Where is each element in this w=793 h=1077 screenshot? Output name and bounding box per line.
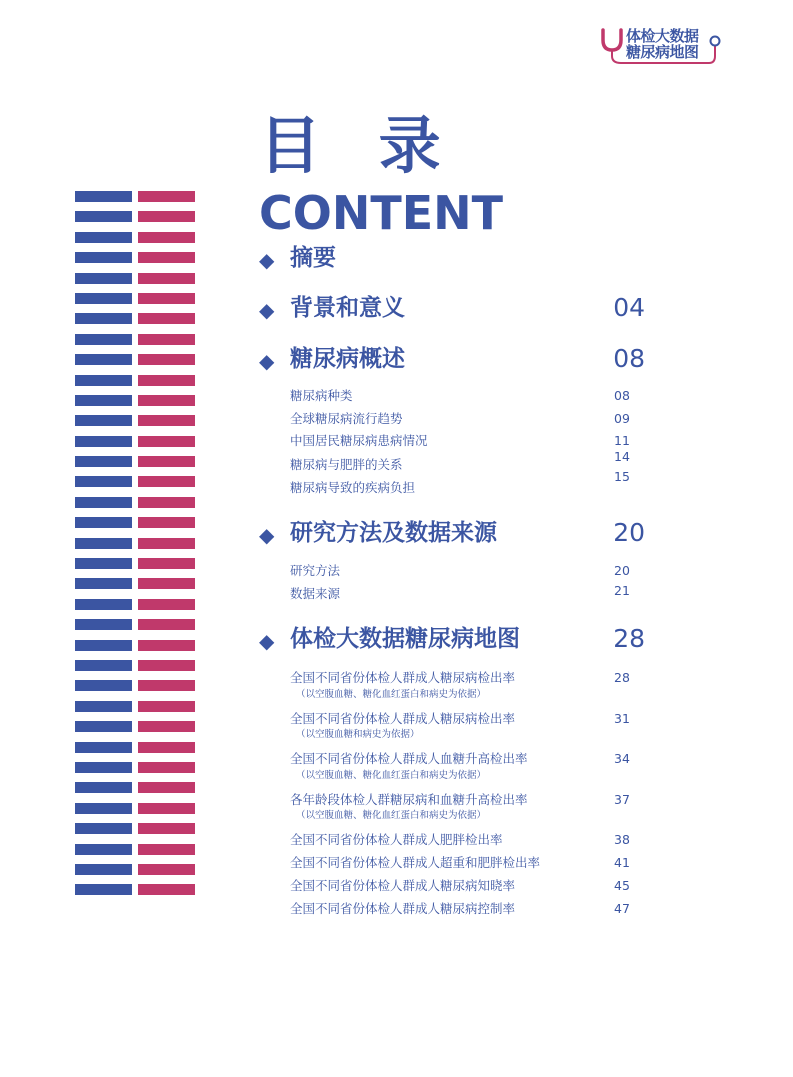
stripe-pink: [138, 721, 195, 732]
page-title-english: CONTENT: [259, 186, 504, 240]
stripe-pink: [138, 844, 195, 855]
toc-item-title: 糖尿病与肥胖的关系: [290, 457, 403, 472]
toc-item[interactable]: [290, 792, 630, 810]
stripe-blue: [75, 293, 132, 304]
toc-item-title: 全国不同省份体检人群成人糖尿病知晓率: [290, 878, 516, 893]
toc-item-title: 研究方法: [290, 563, 341, 578]
toc-item-title: 中国居民糖尿病患病情况: [290, 433, 428, 448]
toc-section-title: 摘要: [290, 245, 336, 271]
toc-item-page: 09: [614, 411, 630, 426]
logo-line-2: 糖尿病地图: [626, 43, 699, 61]
stripe-blue: [75, 456, 132, 467]
stripe-blue: [75, 680, 132, 691]
diamond-bullet-icon: ◆: [259, 298, 275, 322]
toc-item-note: （以空腹血糖、糖化血红蛋白和病史为依据）: [296, 810, 487, 821]
toc-section-page: 08: [613, 344, 645, 373]
toc-section-title: 体检大数据糖尿病地图: [290, 626, 520, 652]
toc-item-page: 31: [614, 711, 630, 726]
stripe-pink: [138, 354, 195, 365]
stripe-pink: [138, 252, 195, 263]
toc-item-note: （以空腹血糖和病史为依据）: [296, 729, 420, 740]
diamond-bullet-icon: ◆: [259, 248, 275, 272]
stripe-pink: [138, 619, 195, 630]
stripe-blue: [75, 476, 132, 487]
stripe-pink: [138, 436, 195, 447]
stripe-blue: [75, 640, 132, 651]
stripe-pink: [138, 640, 195, 651]
stripe-pink: [138, 558, 195, 569]
stripe-pink: [138, 415, 195, 426]
diamond-bullet-icon: ◆: [259, 523, 275, 547]
toc-section-title: 背景和意义: [290, 295, 405, 321]
brand-logo: [599, 26, 721, 66]
stripe-pink: [138, 517, 195, 528]
toc-item-note: （以空腹血糖、糖化血红蛋白和病史为依据）: [296, 770, 487, 781]
toc-section-page: 04: [613, 293, 645, 322]
toc-item-note: （以空腹血糖、糖化血红蛋白和病史为依据）: [296, 689, 487, 700]
stripe-blue: [75, 232, 132, 243]
toc-item-page: 28: [614, 670, 630, 685]
toc-item[interactable]: [290, 388, 630, 406]
stripe-blue: [75, 497, 132, 508]
stripe-blue: [75, 782, 132, 793]
stripe-pink: [138, 864, 195, 875]
stripe-pink: [138, 232, 195, 243]
toc-item-page: 15: [614, 469, 630, 484]
stripe-blue: [75, 375, 132, 386]
toc-item-title: 全国不同省份体检人群成人肥胖检出率: [290, 832, 503, 847]
stripe-blue: [75, 619, 132, 630]
toc-item[interactable]: [290, 469, 630, 498]
stripe-pink: [138, 211, 195, 222]
toc-section-map[interactable]: [259, 624, 645, 658]
toc-section-page: 20: [613, 518, 645, 547]
stripe-pink: [138, 313, 195, 324]
stripe-pink: [138, 334, 195, 345]
stripe-blue: [75, 701, 132, 712]
stripe-blue: [75, 436, 132, 447]
toc-item-title: 糖尿病导致的疾病负担: [290, 480, 416, 495]
diamond-bullet-icon: ◆: [259, 629, 275, 653]
toc-item[interactable]: [290, 563, 630, 581]
toc-item-page: 34: [614, 751, 630, 766]
toc-item-title: 各年龄段体检人群糖尿病和血糖升高检出率: [290, 792, 528, 807]
stripe-pink: [138, 742, 195, 753]
stripe-blue: [75, 334, 132, 345]
stripe-blue: [75, 803, 132, 814]
stripe-blue: [75, 599, 132, 610]
stripe-blue: [75, 558, 132, 569]
stripe-blue: [75, 660, 132, 671]
toc-item-title: 糖尿病种类: [290, 388, 353, 403]
stripe-pink: [138, 293, 195, 304]
stripe-blue: [75, 742, 132, 753]
toc-section-abstract[interactable]: [259, 243, 645, 277]
toc-item[interactable]: [290, 878, 630, 896]
toc-item[interactable]: [290, 901, 630, 919]
stripe-blue: [75, 884, 132, 895]
stripe-blue: [75, 211, 132, 222]
stripe-blue: [75, 415, 132, 426]
toc-item-page: 41: [614, 855, 630, 870]
stripe-blue: [75, 517, 132, 528]
diamond-bullet-icon: ◆: [259, 349, 275, 373]
toc-item-page: 14: [614, 449, 630, 464]
toc-item-title: 全国不同省份体检人群成人超重和肥胖检出率: [290, 855, 541, 870]
stripe-blue: [75, 538, 132, 549]
toc-item-page: 38: [614, 832, 630, 847]
stripe-pink: [138, 762, 195, 773]
logo-line-1: 体检大数据: [626, 27, 699, 45]
stripe-pink: [138, 782, 195, 793]
toc-item[interactable]: [290, 855, 630, 873]
toc-item-title: 全国不同省份体检人群成人糖尿病检出率: [290, 711, 516, 726]
stripe-pink: [138, 497, 195, 508]
page-title: 目 录: [259, 109, 459, 182]
toc-item[interactable]: [290, 670, 630, 688]
toc-item-title: 全国不同省份体检人群成人血糖升高检出率: [290, 751, 528, 766]
toc-item[interactable]: [290, 449, 630, 475]
toc-item-page: 21: [614, 583, 630, 598]
stripe-pink: [138, 538, 195, 549]
stripe-blue: [75, 313, 132, 324]
stripe-pink: [138, 578, 195, 589]
stripe-pink: [138, 476, 195, 487]
stripe-pink: [138, 375, 195, 386]
stripe-blue: [75, 252, 132, 263]
stripe-pink: [138, 884, 195, 895]
stripe-pink: [138, 599, 195, 610]
toc-item[interactable]: [290, 751, 630, 769]
toc-item-page: 45: [614, 878, 630, 893]
toc-item-title: 全国不同省份体检人群成人糖尿病检出率: [290, 670, 516, 685]
toc-item-page: 08: [614, 388, 630, 403]
toc-item-title: 全国不同省份体检人群成人糖尿病控制率: [290, 901, 516, 916]
toc-item[interactable]: [290, 832, 630, 850]
toc-item-page: 20: [614, 563, 630, 578]
stripe-pink: [138, 456, 195, 467]
toc-item-page: 47: [614, 901, 630, 916]
stripe-pink: [138, 680, 195, 691]
toc-section-title: 糖尿病概述: [290, 346, 405, 372]
stripe-blue: [75, 721, 132, 732]
toc-section-overview[interactable]: [259, 344, 645, 378]
stripe-pink: [138, 803, 195, 814]
stripe-blue: [75, 864, 132, 875]
toc-section-title: 研究方法及数据来源: [290, 520, 497, 546]
stripe-blue: [75, 273, 132, 284]
stripe-pink: [138, 660, 195, 671]
toc-item[interactable]: [290, 433, 630, 451]
toc-section-page: 28: [613, 624, 645, 653]
stripe-blue: [75, 354, 132, 365]
stripe-blue: [75, 191, 132, 202]
stripe-blue: [75, 823, 132, 834]
stripe-pink: [138, 701, 195, 712]
stripe-pink: [138, 395, 195, 406]
stripe-pink: [138, 823, 195, 834]
stripe-blue: [75, 395, 132, 406]
toc-item-page: 11: [614, 433, 630, 448]
stripe-blue: [75, 762, 132, 773]
toc-item[interactable]: [290, 411, 630, 429]
toc-item-title: 数据来源: [290, 586, 341, 601]
toc-item[interactable]: [290, 583, 630, 604]
toc-section-methods[interactable]: [259, 518, 645, 552]
stripe-blue: [75, 578, 132, 589]
toc-item-page: 37: [614, 792, 630, 807]
toc-section-background[interactable]: [259, 293, 645, 327]
toc-item-title: 全球糖尿病流行趋势: [290, 411, 403, 426]
stripe-blue: [75, 844, 132, 855]
stripe-pink: [138, 273, 195, 284]
stripe-pink: [138, 191, 195, 202]
toc-item[interactable]: [290, 711, 630, 729]
